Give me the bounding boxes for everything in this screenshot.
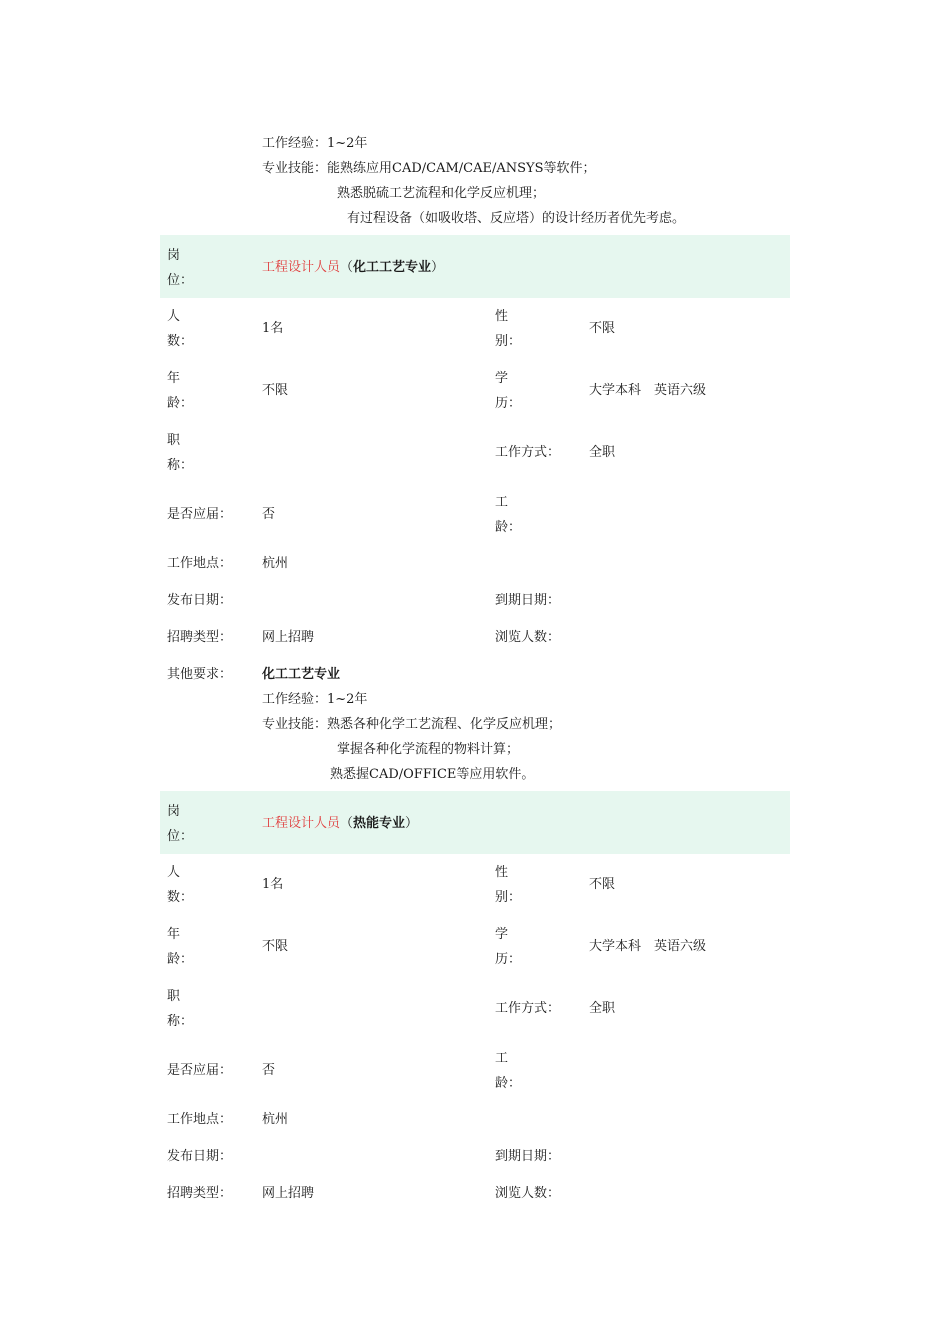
graduate-value: 否 bbox=[262, 1063, 276, 1078]
recruit-type-label: 招聘类型： bbox=[167, 1186, 233, 1201]
intro-skill-3: 有过程设备（如吸收塔、反应塔）的设计经历者优先考虑。 bbox=[347, 211, 686, 226]
age-value: 不限 bbox=[262, 383, 289, 398]
position-specialty: 热能专业 bbox=[353, 816, 406, 831]
location-label: 工作地点： bbox=[167, 556, 233, 571]
location-label: 工作地点： bbox=[167, 1112, 233, 1127]
title-label-1: 职 bbox=[167, 989, 181, 1004]
other-requirements-label: 其他要求： bbox=[167, 667, 233, 682]
work-mode-label: 工作方式： bbox=[495, 445, 561, 460]
recruit-type-value: 网上招聘 bbox=[262, 1186, 315, 1201]
age-label-1: 年 bbox=[167, 371, 181, 386]
expire-date-label: 到期日期： bbox=[495, 593, 561, 608]
age-value: 不限 bbox=[262, 939, 289, 954]
other-skill-2: 掌握各种化学流程的物料计算； bbox=[337, 742, 520, 757]
recruit-type-value: 网上招聘 bbox=[262, 630, 315, 645]
position-specialty: 化工工艺专业 bbox=[353, 260, 432, 275]
location-value: 杭州 bbox=[262, 1112, 289, 1127]
intro-skill-2: 熟悉脱硫工艺流程和化学反应机理； bbox=[337, 186, 546, 201]
seniority-label-2: 龄： bbox=[495, 1076, 522, 1091]
count-value: 1名 bbox=[262, 321, 284, 336]
education-label-2: 历： bbox=[495, 396, 522, 411]
work-mode-value: 全职 bbox=[589, 445, 616, 460]
recruit-type-label: 招聘类型： bbox=[167, 630, 233, 645]
education-value: 大学本科 英语六级 bbox=[589, 939, 707, 954]
intro-skill-1: 专业技能：能熟练应用CAD/CAM/CAE/ANSYS等软件； bbox=[262, 161, 596, 176]
gender-label-1: 性 bbox=[495, 309, 509, 324]
views-label: 浏览人数： bbox=[495, 630, 561, 645]
intro-experience: 工作经验：1~2年 bbox=[262, 136, 368, 151]
position-paren-open: （ bbox=[340, 816, 354, 831]
position-label-1: 岗 bbox=[167, 804, 181, 819]
position-header-band bbox=[160, 235, 790, 298]
seniority-label-1: 工 bbox=[495, 495, 509, 510]
seniority-label-1: 工 bbox=[495, 1051, 509, 1066]
gender-label-2: 别： bbox=[495, 890, 522, 905]
position-paren-open: （ bbox=[340, 260, 354, 275]
graduate-label: 是否应届： bbox=[167, 1063, 233, 1078]
education-label-1: 学 bbox=[495, 927, 509, 942]
education-label-2: 历： bbox=[495, 952, 522, 967]
position-label-1: 岗 bbox=[167, 248, 181, 263]
position-title bbox=[262, 811, 418, 836]
other-experience: 工作经验：1~2年 bbox=[262, 692, 368, 707]
expire-date-label: 到期日期： bbox=[495, 1149, 561, 1164]
graduate-label: 是否应届： bbox=[167, 507, 233, 522]
gender-value: 不限 bbox=[589, 321, 616, 336]
other-heading: 化工工艺专业 bbox=[262, 667, 341, 682]
work-mode-value: 全职 bbox=[589, 1001, 616, 1016]
age-label-2: 龄： bbox=[167, 396, 194, 411]
gender-value: 不限 bbox=[589, 877, 616, 892]
education-label-1: 学 bbox=[495, 371, 509, 386]
position-label-2: 位： bbox=[167, 273, 194, 288]
education-value: 大学本科 英语六级 bbox=[589, 383, 707, 398]
gender-label-2: 别： bbox=[495, 334, 522, 349]
other-skill-1: 专业技能：熟悉各种化学工艺流程、化学反应机理； bbox=[262, 717, 562, 732]
work-mode-label: 工作方式： bbox=[495, 1001, 561, 1016]
count-label-1: 人 bbox=[167, 865, 181, 880]
publish-date-label: 发布日期： bbox=[167, 1149, 233, 1164]
count-label-2: 数： bbox=[167, 334, 194, 349]
views-label: 浏览人数： bbox=[495, 1186, 561, 1201]
graduate-value: 否 bbox=[262, 507, 276, 522]
position-title-text: 工程设计人员 bbox=[262, 816, 341, 831]
title-label-2: 称： bbox=[167, 1014, 194, 1029]
position-paren-close: ） bbox=[431, 260, 445, 275]
position-header-band bbox=[160, 791, 790, 854]
position-label-2: 位： bbox=[167, 829, 194, 844]
position-title bbox=[262, 255, 444, 280]
count-label-1: 人 bbox=[167, 309, 181, 324]
location-value: 杭州 bbox=[262, 556, 289, 571]
title-label-1: 职 bbox=[167, 433, 181, 448]
position-title-text: 工程设计人员 bbox=[262, 260, 341, 275]
other-skill-3: 熟悉握CAD/OFFICE等应用软件。 bbox=[330, 767, 535, 782]
count-label-2: 数： bbox=[167, 890, 194, 905]
publish-date-label: 发布日期： bbox=[167, 593, 233, 608]
count-value: 1名 bbox=[262, 877, 284, 892]
age-label-1: 年 bbox=[167, 927, 181, 942]
age-label-2: 龄： bbox=[167, 952, 194, 967]
seniority-label-2: 龄： bbox=[495, 520, 522, 535]
position-paren-close: ） bbox=[405, 816, 419, 831]
gender-label-1: 性 bbox=[495, 865, 509, 880]
title-label-2: 称： bbox=[167, 458, 194, 473]
